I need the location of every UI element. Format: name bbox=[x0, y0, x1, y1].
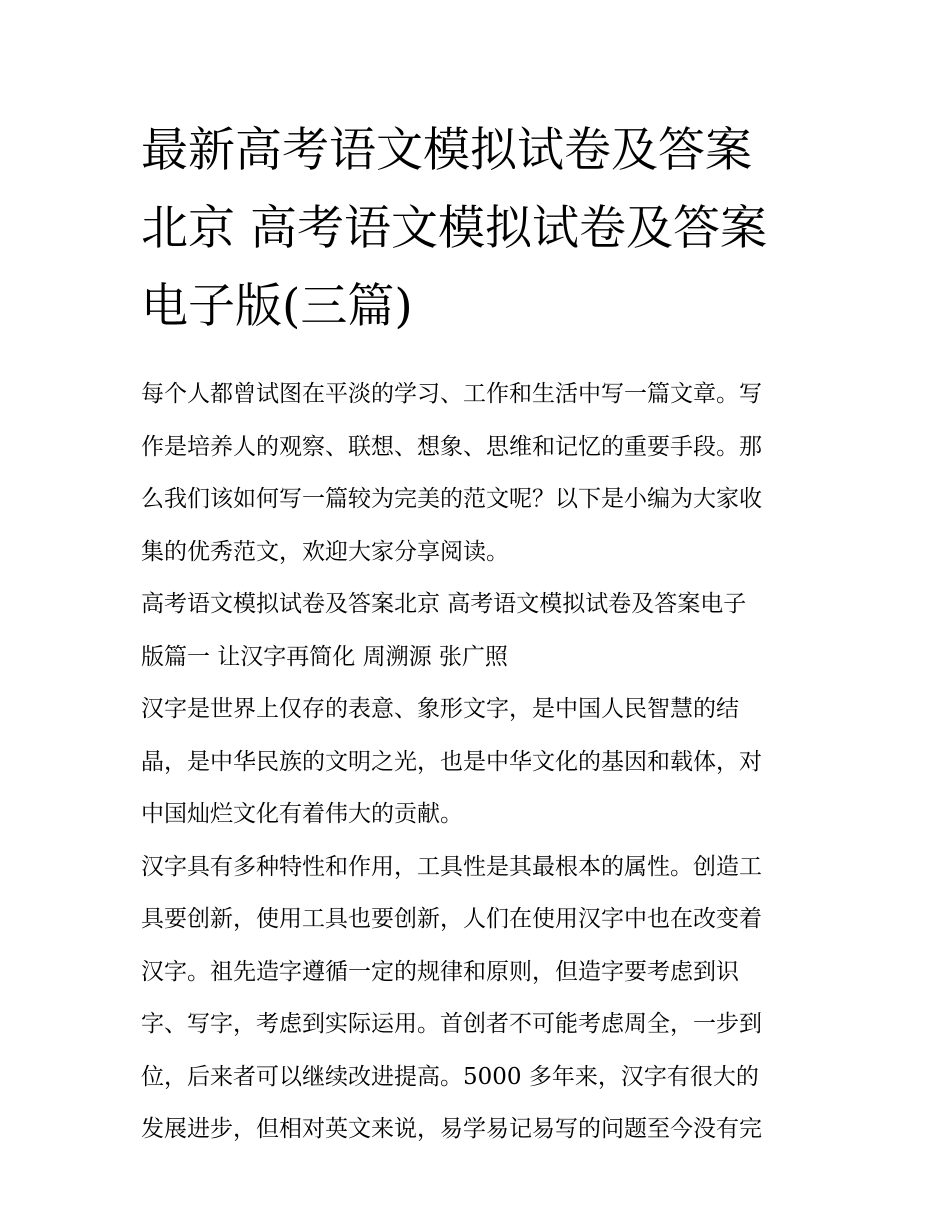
text-line: 版篇一 让汉字再简化 周溯源 张广照 bbox=[141, 643, 508, 670]
document-body bbox=[141, 368, 813, 1156]
paragraph-body-2 bbox=[141, 841, 813, 1156]
text-line: 集的优秀范文，欢迎大家分享阅读。 bbox=[141, 538, 509, 565]
text-line: 晶，是中华民族的文明之光，也是中华文化的基因和载体，对 bbox=[141, 748, 762, 775]
text-line: 具要创新，使用工具也要创新，人们在使用汉字中也在改变着 bbox=[141, 906, 762, 932]
text-line: 作是培养人的观察、联想、想象、思维和记忆的重要手段。那 bbox=[141, 433, 762, 460]
text-line: 中国灿烂文化有着伟大的贡献。 bbox=[141, 801, 463, 827]
text-line: 汉字。祖先造字遵循一定的规律和原则，但造字要考虑到识 bbox=[141, 958, 739, 985]
paragraph-section-heading bbox=[141, 578, 813, 683]
paragraph-intro bbox=[141, 368, 813, 578]
document-title bbox=[141, 112, 813, 346]
text-line: 汉字具有多种特性和作用，工具性是其最根本的属性。创造工 bbox=[141, 853, 762, 880]
text-line: 字、写字，考虑到实际运用。首创者不可能考虑周全，一步到 bbox=[141, 1011, 762, 1037]
text-line: 高考语文模拟试卷及答案北京 高考语文模拟试卷及答案电子 bbox=[141, 591, 747, 617]
paragraph-body-1 bbox=[141, 683, 813, 841]
text-line: 汉字是世界上仅存的表意、象形文字，是中国人民智慧的结 bbox=[141, 696, 739, 722]
title-line: 最新高考语文模拟试卷及答案 bbox=[141, 123, 752, 178]
document-content bbox=[141, 112, 813, 1156]
text-line: 发展进步，但相对英文来说，易学易记易写的问题至今没有完 bbox=[141, 1116, 762, 1142]
text-line: 每个人都曾试图在平淡的学习、工作和生活中写一篇文章。写 bbox=[141, 381, 762, 407]
title-line: 电子版(三篇) bbox=[141, 279, 413, 334]
text-line: 位，后来者可以继续改进提高。5000 多年来，汉字有很大的 bbox=[141, 1063, 759, 1090]
title-line: 北京 高考语文模拟试卷及答案 bbox=[141, 201, 767, 256]
text-line: 么我们该如何写一篇较为完美的范文呢？以下是小编为大家收 bbox=[141, 486, 762, 512]
